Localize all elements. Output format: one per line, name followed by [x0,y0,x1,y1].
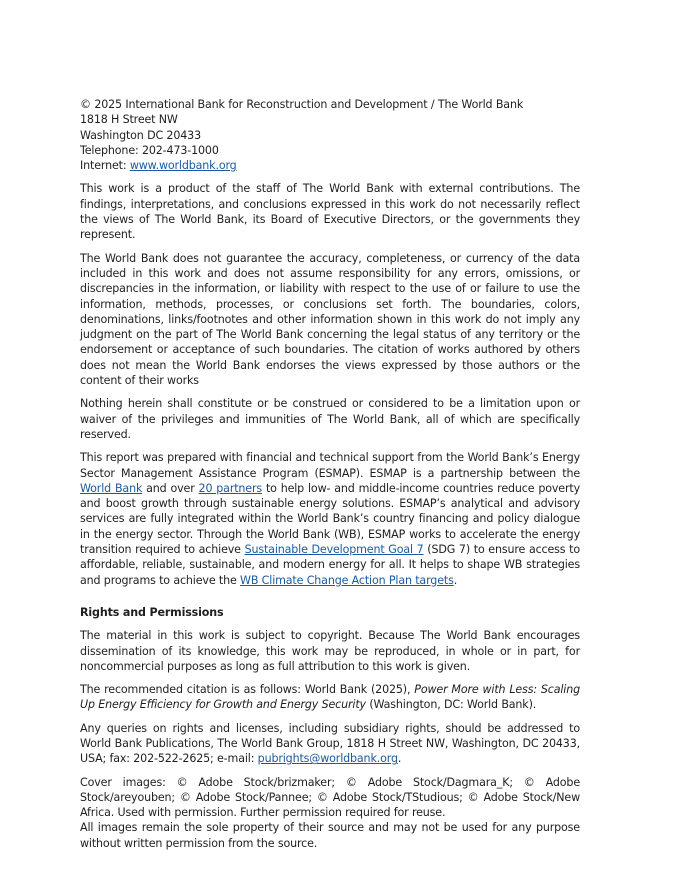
image-rights-paragraph: All images remain the sole property of their source and may not be used for any purpose without written permission from the source. [80,821,580,850]
street-line: 1818 H Street NW [80,113,178,127]
world-bank-link[interactable]: World Bank [80,481,143,495]
queries-paragraph: Any queries on rights and licenses, including subsidiary rights, should be addressed to World Bank Publications, The World Bank Group, 1818 H Street NW, Washington, DC 20433, USA; fax: 202-522-2625; e-mail: pubrights@worldbank.org. [80,721,580,766]
worldbank-website-link[interactable]: www.worldbank.org [129,159,237,173]
partners-link[interactable]: 20 partners [198,481,263,495]
climate-plan-link[interactable]: WB Climate Change Action Plan targets [240,573,454,587]
sdg7-link[interactable]: Sustainable Development Goal 7 [244,543,424,557]
immunities-paragraph: Nothing herein shall constitute or be construed or considered to be a limitation upon or waiver of the privileges and immunities of The World Bank, all of which are specifically reserved. [80,397,580,441]
city-line: Washington DC 20433 [80,128,201,142]
copyright-line: © 2025 International Bank for Reconstruction and Development / The World Bank [80,98,524,111]
cover-images-paragraph: Cover images: © Adobe Stock/brizmaker; © Adobe Stock/Dagmara_K; © Adobe Stock/areyouben; © Adobe Stock/Pannee; © Adobe Stock/TStudious; © Adobe Stock/New Africa. Used with permission. Further permission required for reuse. [80,775,580,820]
esmap-paragraph: This report was prepared with financial and technical support from the World Bank’s Energy Sector Management Assistance Program (ESMAP). ESMAP is a partnership between the World Bank and over 20 partners to help low- and middle-income countries reduce poverty and boost growth through sustainable energy solutions. ESMAP’s analytical and advisory services are fully integrated within the World Bank’s country financing and policy dialogue in the energy sector. Through the World Bank (WB), ESMAP works to accelerate the energy transition required to achieve Sustainable Development Goal 7 (SDG 7) to ensure access to affordable, reliable, sustainable, and modern energy for all. It helps to shape WB strategies and programs to achieve the WB Climate Change Action Plan targets. [80,451,580,587]
pubrights-email-link[interactable]: pubrights@worldbank.org [257,752,398,766]
telephone-line: Telephone: 202-473-1000 [80,143,219,157]
internet-line: Internet: www.worldbank.org [80,159,237,173]
report-title: Power More with Less: Scaling Up Energy Efficiency for Growth and Energy Security [80,683,580,712]
address-block [80,97,580,173]
disclaimer-paragraph: This work is a product of the staff of The World Bank with external contributions. The findings, interpretations, and conclusions expressed in this work do not necessarily reflect the views of The World Bank, its Board of Executive Directors, or the governments they represent. [80,182,580,242]
copyright-paragraph: The material in this work is subject to copyright. Because The World Bank encourages dissemination of its knowledge, this work may be reproduced, in whole or in part, for noncommercial purposes as long as full attribution to this work is given. [80,629,580,673]
rights-heading: Rights and Permissions [80,605,224,619]
copyright-page [80,97,580,859]
citation-paragraph: The recommended citation is as follows: World Bank (2025), Power More with Less: Scaling Up Energy Efficiency for Growth and Energy Security (Washington, DC: World Bank). [80,683,580,712]
liability-paragraph: The World Bank does not guarantee the accuracy, completeness, or currency of the data included in this work and does not assume responsibility for any errors, omissions, or discrepancies in the information, or liability with respect to the use of or failure to use the information, methods, processes, or conclusions set forth. The boundaries, colors, denominations, links/footnotes and other information shown in this work do not imply any judgment on the part of The World Bank concerning the legal status of any territory or the endorsement or acceptance of such boundaries. The citation of works authored by others does not mean the World Bank endorses the views expressed by those authors or the content of their works [80,251,580,388]
